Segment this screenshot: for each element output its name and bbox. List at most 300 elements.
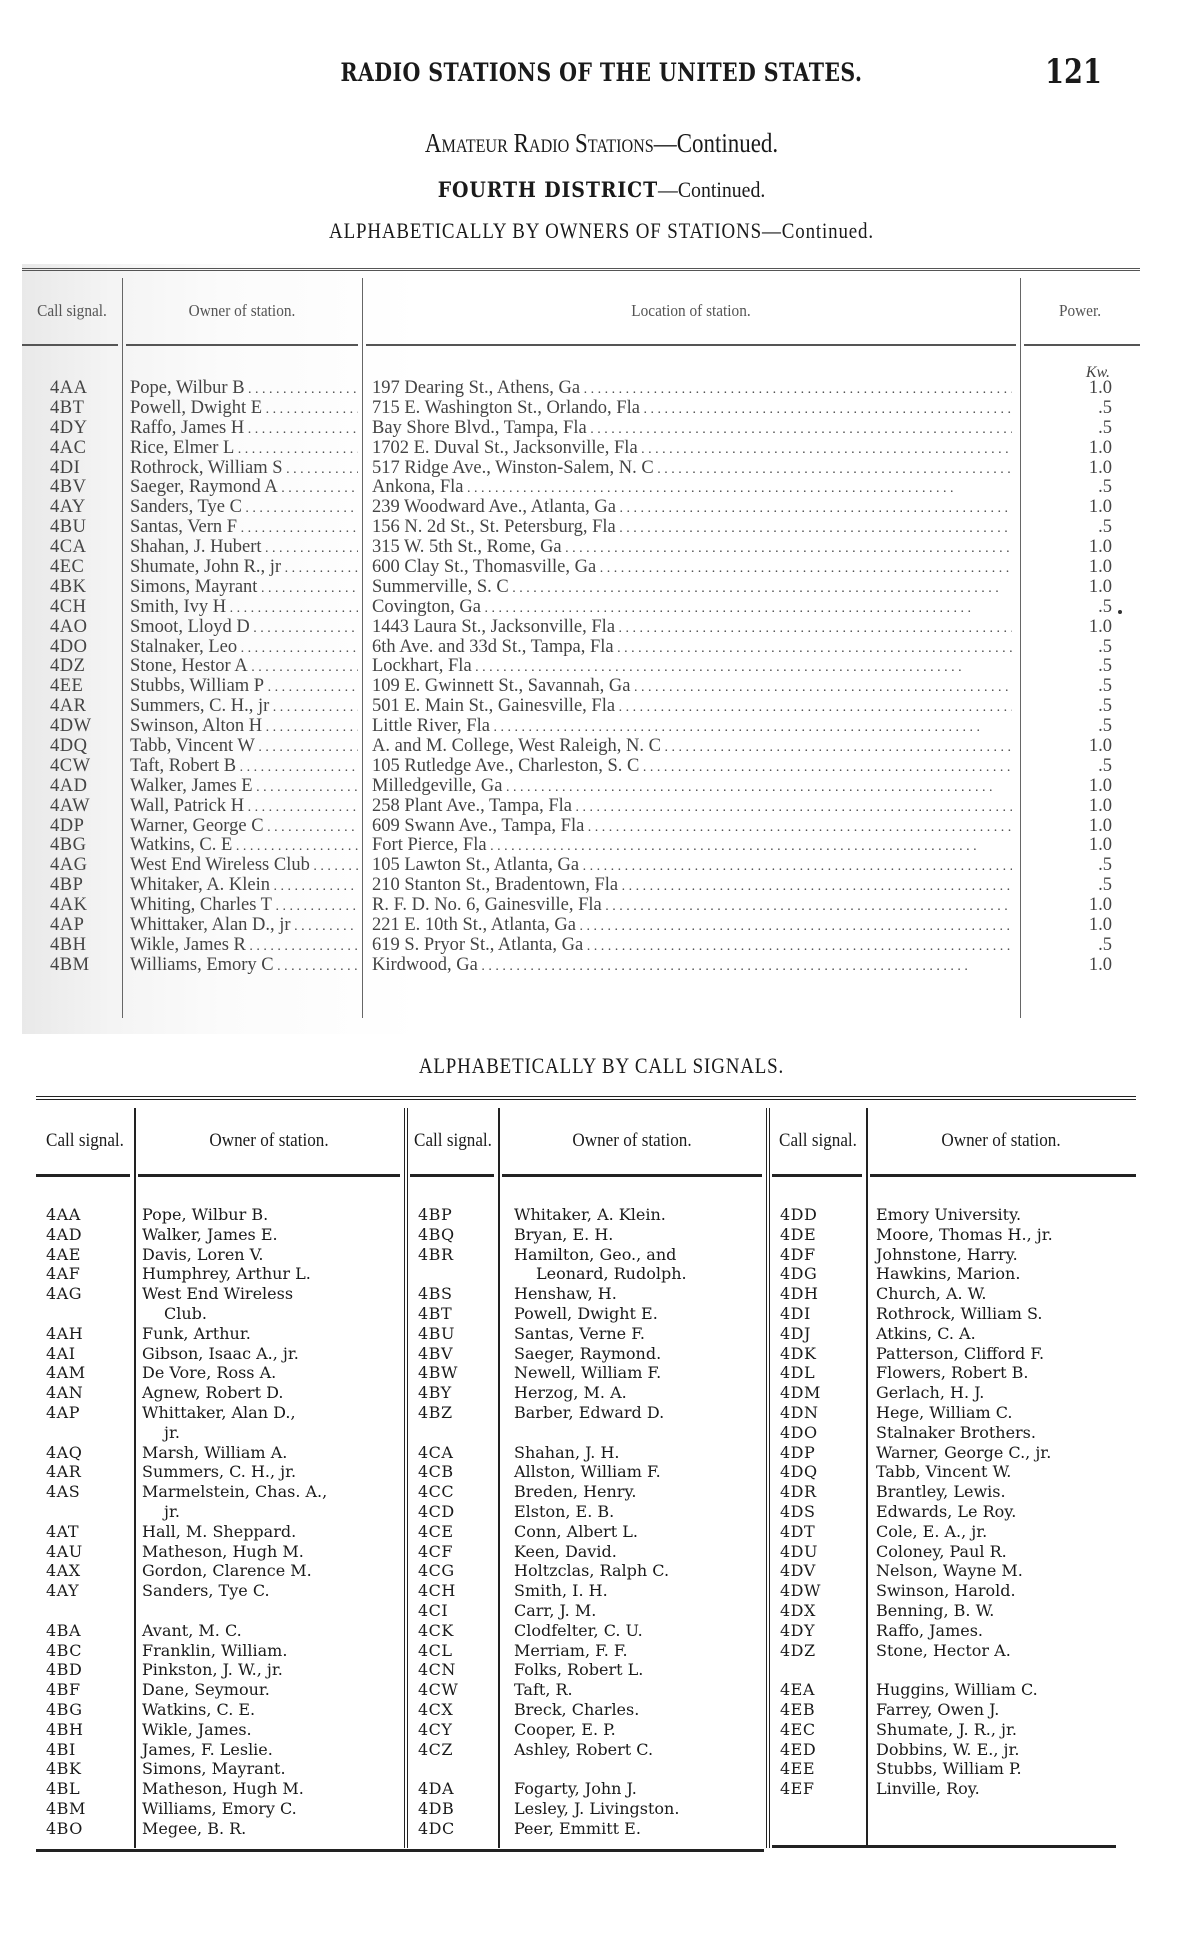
owner-name	[130, 618, 358, 639]
call-signal: 4CI	[418, 1600, 449, 1620]
list-item	[46, 1680, 378, 1700]
owner-text: Huggins, William C.	[876, 1680, 1038, 1700]
owner-text: Cooper, E. P.	[514, 1719, 616, 1739]
owner-name	[514, 1462, 750, 1482]
table-row	[22, 518, 1140, 538]
table-row	[22, 677, 1140, 697]
station-location	[372, 916, 1012, 937]
header-call-signal-1: Call signal.	[46, 1130, 124, 1151]
power-value: 1.0	[1088, 736, 1112, 757]
owner-name	[514, 1581, 750, 1601]
header-rule	[502, 1174, 762, 1177]
power-value: 1.0	[1088, 378, 1112, 398]
list-item	[418, 1383, 750, 1403]
owner-text: Herzog, M. A.	[514, 1383, 627, 1403]
call-signal: 4AP	[46, 1402, 80, 1422]
list-item	[780, 1344, 1112, 1364]
call-signal: 4AH	[46, 1323, 84, 1343]
station-location	[372, 697, 1012, 718]
owner-text: Conn, Albert L.	[514, 1521, 638, 1541]
list-item	[780, 1443, 1112, 1463]
list-item	[46, 1740, 378, 1760]
station-location	[372, 439, 1012, 460]
owner-name	[142, 1740, 378, 1760]
owner-text: Rothrock, William S	[130, 458, 283, 478]
call-signal: 4DP	[50, 815, 85, 836]
owner-text: Dobbins, W. E., jr.	[876, 1739, 1020, 1759]
call-signal: 4DS	[780, 1501, 816, 1521]
power-value: .5	[1098, 477, 1112, 498]
owner-name	[514, 1522, 750, 1542]
table-row	[22, 459, 1140, 479]
owner-name	[514, 1304, 750, 1324]
owner-text: Whitaker, A. Klein	[130, 876, 271, 896]
table-row	[22, 697, 1140, 717]
table-row	[22, 717, 1140, 737]
owner-name	[876, 1621, 1112, 1641]
list-item	[418, 1403, 750, 1423]
list-item	[780, 1720, 1112, 1740]
call-signal: 4BI	[46, 1739, 76, 1759]
list-item	[46, 1205, 378, 1225]
owner-name	[130, 459, 358, 480]
table-row	[22, 916, 1140, 936]
list-item	[46, 1561, 378, 1581]
list-item	[780, 1759, 1112, 1779]
owner-text: Avant, M. C.	[142, 1620, 242, 1640]
call-signal: 4AF	[46, 1264, 81, 1284]
location-text: 156 N. 2d St., St. Petersburg, Fla	[372, 518, 616, 538]
owner-text: Gerlach, H. J.	[876, 1383, 985, 1403]
owner-text: Shahan, J. Hubert	[130, 538, 262, 558]
station-location	[372, 836, 1012, 857]
owner-text: Breck, Charles.	[514, 1699, 640, 1719]
owner-text: Powell, Dwight E.	[514, 1303, 658, 1323]
power-value: 1.0	[1088, 915, 1112, 936]
list-item	[780, 1403, 1112, 1423]
owner-text: Rothrock, William S.	[876, 1303, 1043, 1323]
location-text: Covington, Ga	[372, 597, 481, 617]
header-call-signal: Call signal.	[37, 301, 107, 320]
call-signal: 4DY	[50, 417, 88, 438]
list-item	[780, 1284, 1112, 1304]
call-signal: 4BT	[418, 1303, 453, 1323]
header-call-signal-3: Call signal.	[779, 1130, 857, 1151]
call-signal: 4DQ	[50, 736, 88, 757]
call-signal: 4DP	[780, 1442, 816, 1462]
call-signal: 4DI	[780, 1303, 811, 1323]
call-signal: 4DK	[780, 1343, 817, 1363]
location-text: R. F. D. No. 6, Gainesville, Fla	[372, 896, 602, 916]
owner-name	[514, 1344, 750, 1364]
power-value: 1.0	[1088, 537, 1112, 558]
owner-text: Church, A. W.	[876, 1284, 987, 1304]
station-location	[372, 459, 1012, 480]
owner-continuation: jr.	[164, 1501, 180, 1521]
owner-name	[142, 1205, 378, 1225]
owner-name	[130, 578, 358, 599]
owner-name	[514, 1819, 750, 1839]
list-item	[780, 1740, 1112, 1760]
station-location	[372, 956, 1012, 977]
owner-name	[130, 836, 358, 857]
list-item	[46, 1245, 378, 1265]
call-signal: 4AG	[50, 855, 88, 876]
owner-text: Warner, George C., jr.	[876, 1442, 1052, 1462]
owner-name	[514, 1542, 750, 1562]
call-signal: 4DE	[780, 1224, 817, 1244]
owner-text: Santas, Verne F.	[514, 1323, 645, 1343]
owner-name	[876, 1581, 1112, 1601]
owner-name	[876, 1423, 1112, 1443]
list-item	[46, 1819, 378, 1839]
owner-name	[876, 1462, 1112, 1482]
call-signal: 4DY	[780, 1620, 816, 1640]
owner-name	[130, 856, 358, 877]
call-signal: 4AG	[46, 1284, 83, 1304]
owner-name	[514, 1482, 750, 1502]
owner-name	[876, 1344, 1112, 1364]
call-signal: 4AC	[50, 437, 87, 458]
station-location	[372, 717, 1012, 738]
location-text: Fort Pierce, Fla	[372, 836, 487, 856]
call-signal: 4AY	[46, 1581, 80, 1601]
owner-text: Smith, Ivy H	[130, 597, 227, 617]
list-item	[780, 1462, 1112, 1482]
owner-text: Linville, Roy.	[876, 1779, 980, 1799]
power-value: 1.0	[1088, 815, 1112, 836]
table-row	[22, 657, 1140, 677]
owner-name	[514, 1680, 750, 1700]
power-value: 1.0	[1088, 835, 1112, 856]
station-location	[372, 936, 1012, 957]
owner-name	[142, 1284, 378, 1324]
list-item	[780, 1264, 1112, 1284]
table-row	[22, 797, 1140, 817]
list-item	[46, 1482, 378, 1522]
call-signal: 4EA	[780, 1680, 815, 1700]
call-signal: 4DQ	[780, 1462, 818, 1482]
call-signal: 4DB	[418, 1798, 455, 1818]
call-signal: 4BD	[46, 1660, 83, 1680]
owner-text: Taft, Robert B	[130, 756, 237, 776]
list-item	[46, 1324, 378, 1344]
call-signal: 4DL	[780, 1363, 816, 1383]
owner-name	[130, 439, 358, 460]
call-signal: 4BH	[50, 934, 87, 955]
running-head: RADIO STATIONS OF THE UNITED STATES.	[340, 58, 863, 87]
station-location	[372, 419, 1012, 440]
owner-text: West End Wireless	[142, 1284, 294, 1304]
owner-text: Cole, E. A., jr.	[876, 1521, 988, 1541]
call-signal: 4DW	[50, 716, 92, 737]
location-text: 109 E. Gwinnett St., Savannah, Ga	[372, 677, 631, 697]
power-value: .5	[1098, 417, 1112, 438]
power-value: 1.0	[1088, 576, 1112, 597]
call-signal: 4BR	[418, 1244, 454, 1264]
power-value: 1.0	[1088, 954, 1112, 975]
call-signal: 4DN	[780, 1402, 819, 1422]
table-row	[22, 399, 1140, 419]
table-row	[22, 956, 1140, 976]
owner-name	[142, 1759, 378, 1779]
header-owner-3: Owner of station.	[941, 1130, 1061, 1151]
owner-name	[130, 697, 358, 718]
table-row	[22, 558, 1140, 578]
district-title-main: FOURTH DISTRICT	[437, 177, 659, 202]
owner-name	[130, 518, 358, 539]
owner-text: Sanders, Tye C	[130, 498, 242, 518]
owner-text: Carr, J. M.	[514, 1600, 597, 1620]
owner-name	[142, 1700, 378, 1720]
owner-text: Shumate, J. R., jr.	[876, 1719, 1017, 1739]
list-item	[46, 1284, 378, 1324]
owner-text: Allston, William F.	[514, 1462, 661, 1482]
owner-name	[514, 1443, 750, 1463]
call-signal: 4BH	[46, 1719, 84, 1739]
call-signal: 4DD	[780, 1205, 818, 1224]
call-signal: 4CF	[418, 1541, 454, 1561]
table-bottom-rule	[36, 1849, 764, 1852]
call-signal: 4DO	[50, 636, 88, 657]
owner-text: Watkins, C. E	[130, 836, 233, 856]
call-signal: 4BG	[50, 835, 87, 856]
call-signal: 4CA	[418, 1442, 454, 1462]
owner-name	[142, 1225, 378, 1245]
station-location	[372, 876, 1012, 897]
call-signal: 4DZ	[50, 656, 86, 677]
power-value: 1.0	[1088, 457, 1112, 478]
list-item	[46, 1462, 378, 1482]
call-signal: 4CZ	[418, 1739, 454, 1759]
call-signal: 4CL	[418, 1640, 453, 1660]
power-value: 1.0	[1088, 437, 1112, 458]
owner-name	[130, 657, 358, 678]
list-item	[418, 1779, 750, 1799]
owner-name	[130, 896, 358, 917]
owner-text: Santas, Vern F	[130, 518, 238, 538]
station-location	[372, 538, 1012, 559]
list-item	[418, 1799, 750, 1819]
call-signal: 4EB	[780, 1699, 816, 1719]
owner-name	[142, 1680, 378, 1700]
owner-text: Peer, Emmitt E.	[514, 1818, 641, 1838]
station-location	[372, 737, 1012, 758]
header-rule	[126, 344, 358, 346]
owner-text: Raffo, James H	[130, 418, 245, 438]
call-signal: 4AA	[50, 378, 88, 398]
list-item	[780, 1205, 1112, 1225]
owner-text: Pope, Wilbur B.	[142, 1205, 269, 1224]
owner-name	[514, 1779, 750, 1799]
owner-text: Newell, William F.	[514, 1363, 662, 1383]
call-signal: 4BO	[46, 1818, 83, 1838]
list-item	[780, 1225, 1112, 1245]
power-unit: Kw.	[1085, 364, 1110, 381]
owner-text: Walker, James E	[130, 776, 253, 796]
station-location	[372, 896, 1012, 917]
location-text: 600 Clay St., Thomasville, Ga	[372, 558, 597, 578]
owner-text: Simons, Mayrant.	[142, 1759, 286, 1779]
location-text: 221 E. 10th St., Atlanta, Ga	[372, 916, 576, 936]
table-top-rule	[22, 268, 1140, 274]
owner-text: Holtzclas, Ralph C.	[514, 1561, 670, 1581]
list-item	[46, 1660, 378, 1680]
owner-text: Stalnaker, Leo	[130, 637, 238, 657]
group-gap	[780, 1660, 1112, 1680]
owner-text: Swinson, Harold.	[876, 1581, 1016, 1601]
owner-text: Bryan, E. H.	[514, 1224, 614, 1244]
owner-name	[142, 1363, 378, 1383]
list-item	[46, 1344, 378, 1364]
owner-text: Pinkston, J. W., jr.	[142, 1660, 283, 1680]
call-signal: 4BS	[418, 1284, 453, 1304]
owner-name	[142, 1799, 378, 1819]
list-item	[418, 1522, 750, 1542]
owner-name	[130, 936, 358, 957]
call-signal: 4AE	[46, 1244, 81, 1264]
calls-table	[36, 1090, 1136, 1870]
owner-name	[130, 538, 358, 559]
list-item	[46, 1641, 378, 1661]
call-signal: 4BP	[418, 1205, 453, 1224]
owner-name	[130, 498, 358, 519]
owner-text: Wikle, James R	[130, 935, 246, 955]
call-signal: 4DF	[780, 1244, 816, 1264]
station-location	[372, 677, 1012, 698]
owner-name	[876, 1225, 1112, 1245]
print-speck	[1118, 610, 1122, 614]
owner-name	[514, 1641, 750, 1661]
owner-text: Hege, William C.	[876, 1402, 1013, 1422]
table-row	[22, 836, 1140, 856]
call-signal: 4BP	[50, 875, 84, 896]
owner-name	[142, 1482, 378, 1522]
header-rule	[410, 1174, 494, 1177]
owner-name	[514, 1363, 750, 1383]
group-gap	[46, 1601, 378, 1621]
location-text: 619 S. Pryor St., Atlanta, Ga	[372, 935, 584, 955]
owner-name	[876, 1522, 1112, 1542]
list-item	[418, 1561, 750, 1581]
owner-name	[142, 1720, 378, 1740]
call-signal: 4DG	[780, 1264, 818, 1284]
owner-name	[130, 419, 358, 440]
list-item	[418, 1344, 750, 1364]
owner-text: De Vore, Ross A.	[142, 1363, 277, 1383]
station-location	[372, 558, 1012, 579]
owner-name	[130, 638, 358, 659]
location-text: 517 Ridge Ave., Winston-Salem, N. C	[372, 458, 654, 478]
list-item	[780, 1621, 1112, 1641]
owner-text: Watkins, C. E.	[142, 1699, 256, 1719]
call-signal: 4BF	[46, 1680, 81, 1700]
owner-text: Saeger, Raymond A	[130, 478, 278, 498]
location-text: Lockhart, Fla	[372, 657, 472, 677]
owner-text: Summers, C. H., jr	[130, 697, 270, 717]
list-item	[46, 1522, 378, 1542]
call-signal: 4AO	[50, 616, 88, 637]
header-rule	[870, 1174, 1136, 1177]
call-signal: 4AA	[46, 1205, 81, 1224]
owner-text: Stone, Hestor A	[130, 657, 248, 677]
owner-name	[514, 1403, 750, 1423]
owner-name	[130, 717, 358, 738]
call-signal: 4AP	[50, 915, 85, 936]
call-signal: 4DZ	[780, 1640, 816, 1660]
power-value: .5	[1098, 397, 1112, 418]
header-owner-2: Owner of station.	[572, 1130, 692, 1151]
owner-name	[876, 1245, 1112, 1265]
list-item	[46, 1581, 378, 1601]
owner-text: Moore, Thomas H., jr.	[876, 1224, 1053, 1244]
owner-name	[142, 1264, 378, 1284]
list-item	[780, 1482, 1112, 1502]
power-value: 1.0	[1088, 557, 1112, 578]
owner-name	[514, 1799, 750, 1819]
list-item	[418, 1621, 750, 1641]
call-signal: 4AD	[50, 775, 88, 796]
power-value: .5	[1098, 676, 1112, 697]
station-location	[372, 638, 1012, 659]
location-text: Kirdwood, Ga	[372, 955, 478, 975]
call-signal: 4BK	[50, 576, 87, 597]
owner-text: Walker, James E.	[142, 1224, 278, 1244]
owner-text: Simons, Mayrant	[130, 577, 258, 597]
owner-name	[514, 1502, 750, 1522]
list-item	[780, 1324, 1112, 1344]
location-text: Milledgeville, Ga	[372, 776, 503, 796]
call-signal: 4CK	[418, 1620, 454, 1640]
owner-name	[876, 1502, 1112, 1522]
station-location	[372, 817, 1012, 838]
owner-text: Gibson, Isaac A., jr.	[142, 1343, 299, 1363]
owner-name	[876, 1363, 1112, 1383]
owner-text: Swinson, Alton H	[130, 717, 263, 737]
owner-text: Elston, E. B.	[514, 1501, 615, 1521]
owner-name	[876, 1700, 1112, 1720]
call-signal: 4DT	[780, 1521, 816, 1541]
list-item	[46, 1264, 378, 1284]
owner-name	[130, 677, 358, 698]
owner-text: Gordon, Clarence M.	[142, 1561, 312, 1581]
location-text: 6th Ave. and 33d St., Tampa, Fla	[372, 637, 614, 657]
owner-name	[514, 1284, 750, 1304]
owner-text: Coloney, Paul R.	[876, 1541, 1007, 1561]
owner-text: Pope, Wilbur B	[130, 379, 245, 398]
call-signal: 4BU	[50, 517, 87, 538]
station-location	[372, 578, 1012, 599]
power-value: .5	[1098, 517, 1112, 538]
list-item	[46, 1799, 378, 1819]
owner-text: Whitaker, A. Klein.	[514, 1205, 666, 1224]
call-signal: 4CB	[418, 1462, 454, 1482]
owner-text: Raffo, James.	[876, 1620, 984, 1640]
call-signal: 4CH	[50, 596, 87, 617]
call-signal: 4BW	[418, 1363, 458, 1383]
list-item	[418, 1542, 750, 1562]
call-signal: 4DA	[418, 1779, 455, 1799]
owner-text: Merriam, F. F.	[514, 1640, 628, 1660]
owner-name	[142, 1819, 378, 1839]
list-item	[418, 1462, 750, 1482]
call-signal: 4EE	[50, 676, 84, 697]
owner-text: Stubbs, William P.	[876, 1759, 1022, 1779]
header-location: Location of station.	[631, 301, 751, 320]
list-item	[418, 1819, 750, 1839]
call-signal: 4AI	[46, 1343, 76, 1363]
owner-name	[130, 777, 358, 798]
